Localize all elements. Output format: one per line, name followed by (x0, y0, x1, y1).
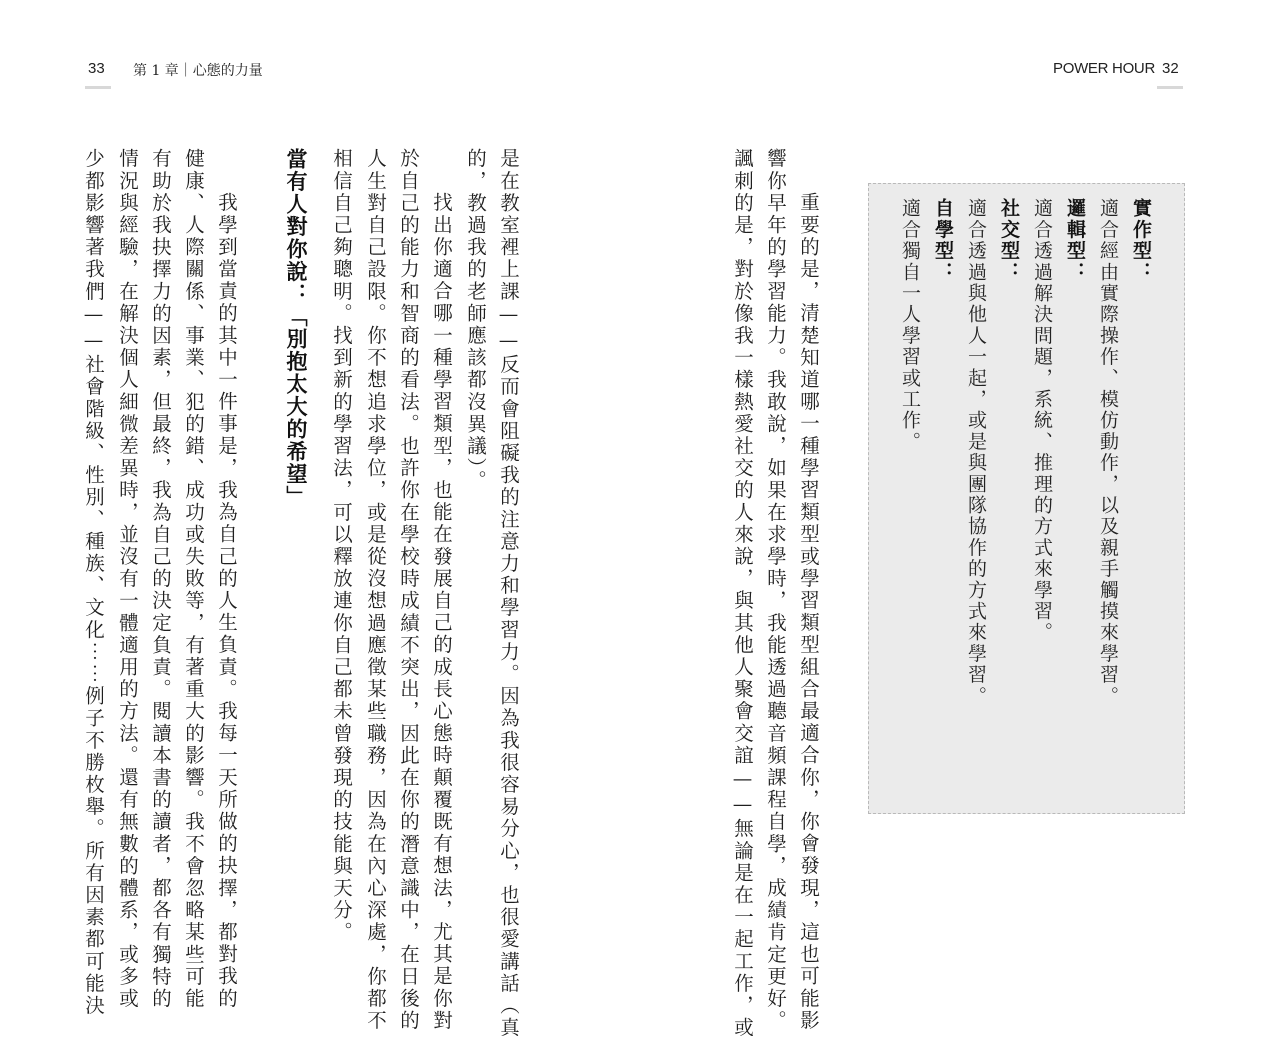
section-heading: 當有人對你說：「別抱太大的希望」 (284, 148, 308, 508)
text-column: 於自己的能力和智商的看法。也許你在學校時成績不突出，因此在你的潛意識中，在日後的 (397, 148, 420, 1032)
text-column: 情況與經驗，在解決個人細微差異時，並沒有一體適用的方法。還有無數的體系，或多或 (116, 148, 139, 1010)
left-header-rule (85, 86, 111, 89)
text-column: 的，教過我的老師應該都沒異議）。 (464, 148, 487, 492)
text-column: 健康、人際關係、事業、犯的錯、成功或失敗等，有著重大的影響。我不會忽略某些可能 (182, 148, 205, 1010)
learning-type-desc: 適合經由實際操作、模仿動作，以及親手觸摸來學習。 (1097, 198, 1119, 707)
learning-type-desc: 適合獨自一人學習或工作。 (899, 198, 921, 453)
text-column: 響你早年的學習能力。我敢說，如果在求學時，我能透過聽音頻課程自學，成績肯定更好。 (764, 148, 787, 1032)
learning-type-label: 邏輯型： (1064, 198, 1086, 283)
right-header-rule (1157, 86, 1183, 89)
text-column: 找出你適合哪一種學習類型，也能在發展自己的成長心態時顛覆既有想法，尤其是你對 (430, 192, 453, 1032)
text-column: 重要的是，清楚知道哪一種學習類型或學習類型組合最適合你，你會發現，這也可能影 (797, 192, 820, 1032)
text-column: 人生對自己設限。你不想追求學位，或是從沒想過應徵某些職務，因為在內心深處，你都不 (364, 148, 387, 1032)
learning-type-desc: 適合透過與他人一起，或是與團隊協作的方式來學習。 (965, 198, 987, 707)
learning-type-label: 社交型： (998, 198, 1020, 283)
left-page-number: 33 (88, 60, 105, 77)
learning-type-label: 自學型： (932, 198, 954, 283)
learning-type-desc: 適合透過解決問題，系統、推理的方式來學習。 (1031, 198, 1053, 644)
book-title: POWER HOUR (1053, 60, 1156, 77)
text-column: 是在教室裡上課——反而會阻礙我的注意力和學習力。因為我很容易分心，也很愛講話（真 (497, 148, 520, 1039)
chapter-title: 第 1 章｜心態的力量 (133, 63, 263, 79)
learning-type-label: 實作型： (1130, 198, 1152, 283)
text-column: 相信自己夠聰明。找到新的學習法，可以釋放連你自己都未曾發現的技能與天分。 (330, 148, 353, 944)
right-page-number: 32 (1162, 60, 1179, 77)
text-column: 諷刺的是，對於像我一樣熱愛社交的人來說，與其他人聚會交誼——無論是在一起工作，或 (731, 148, 754, 1039)
text-column: 少都影響著我們——社會階級、性別、種族、文化⋯⋯例子不勝枚舉。所有因素都可能決 (82, 148, 105, 1017)
text-column: 我學到當責的其中一件事是，我為自己的人生負責。我每一天所做的抉擇，都對我的 (215, 192, 238, 1010)
text-column: 有助於我抉擇力的因素，但最終，我為自己的決定負責。閱讀本書的讀者，都各有獨特的 (149, 148, 172, 1010)
